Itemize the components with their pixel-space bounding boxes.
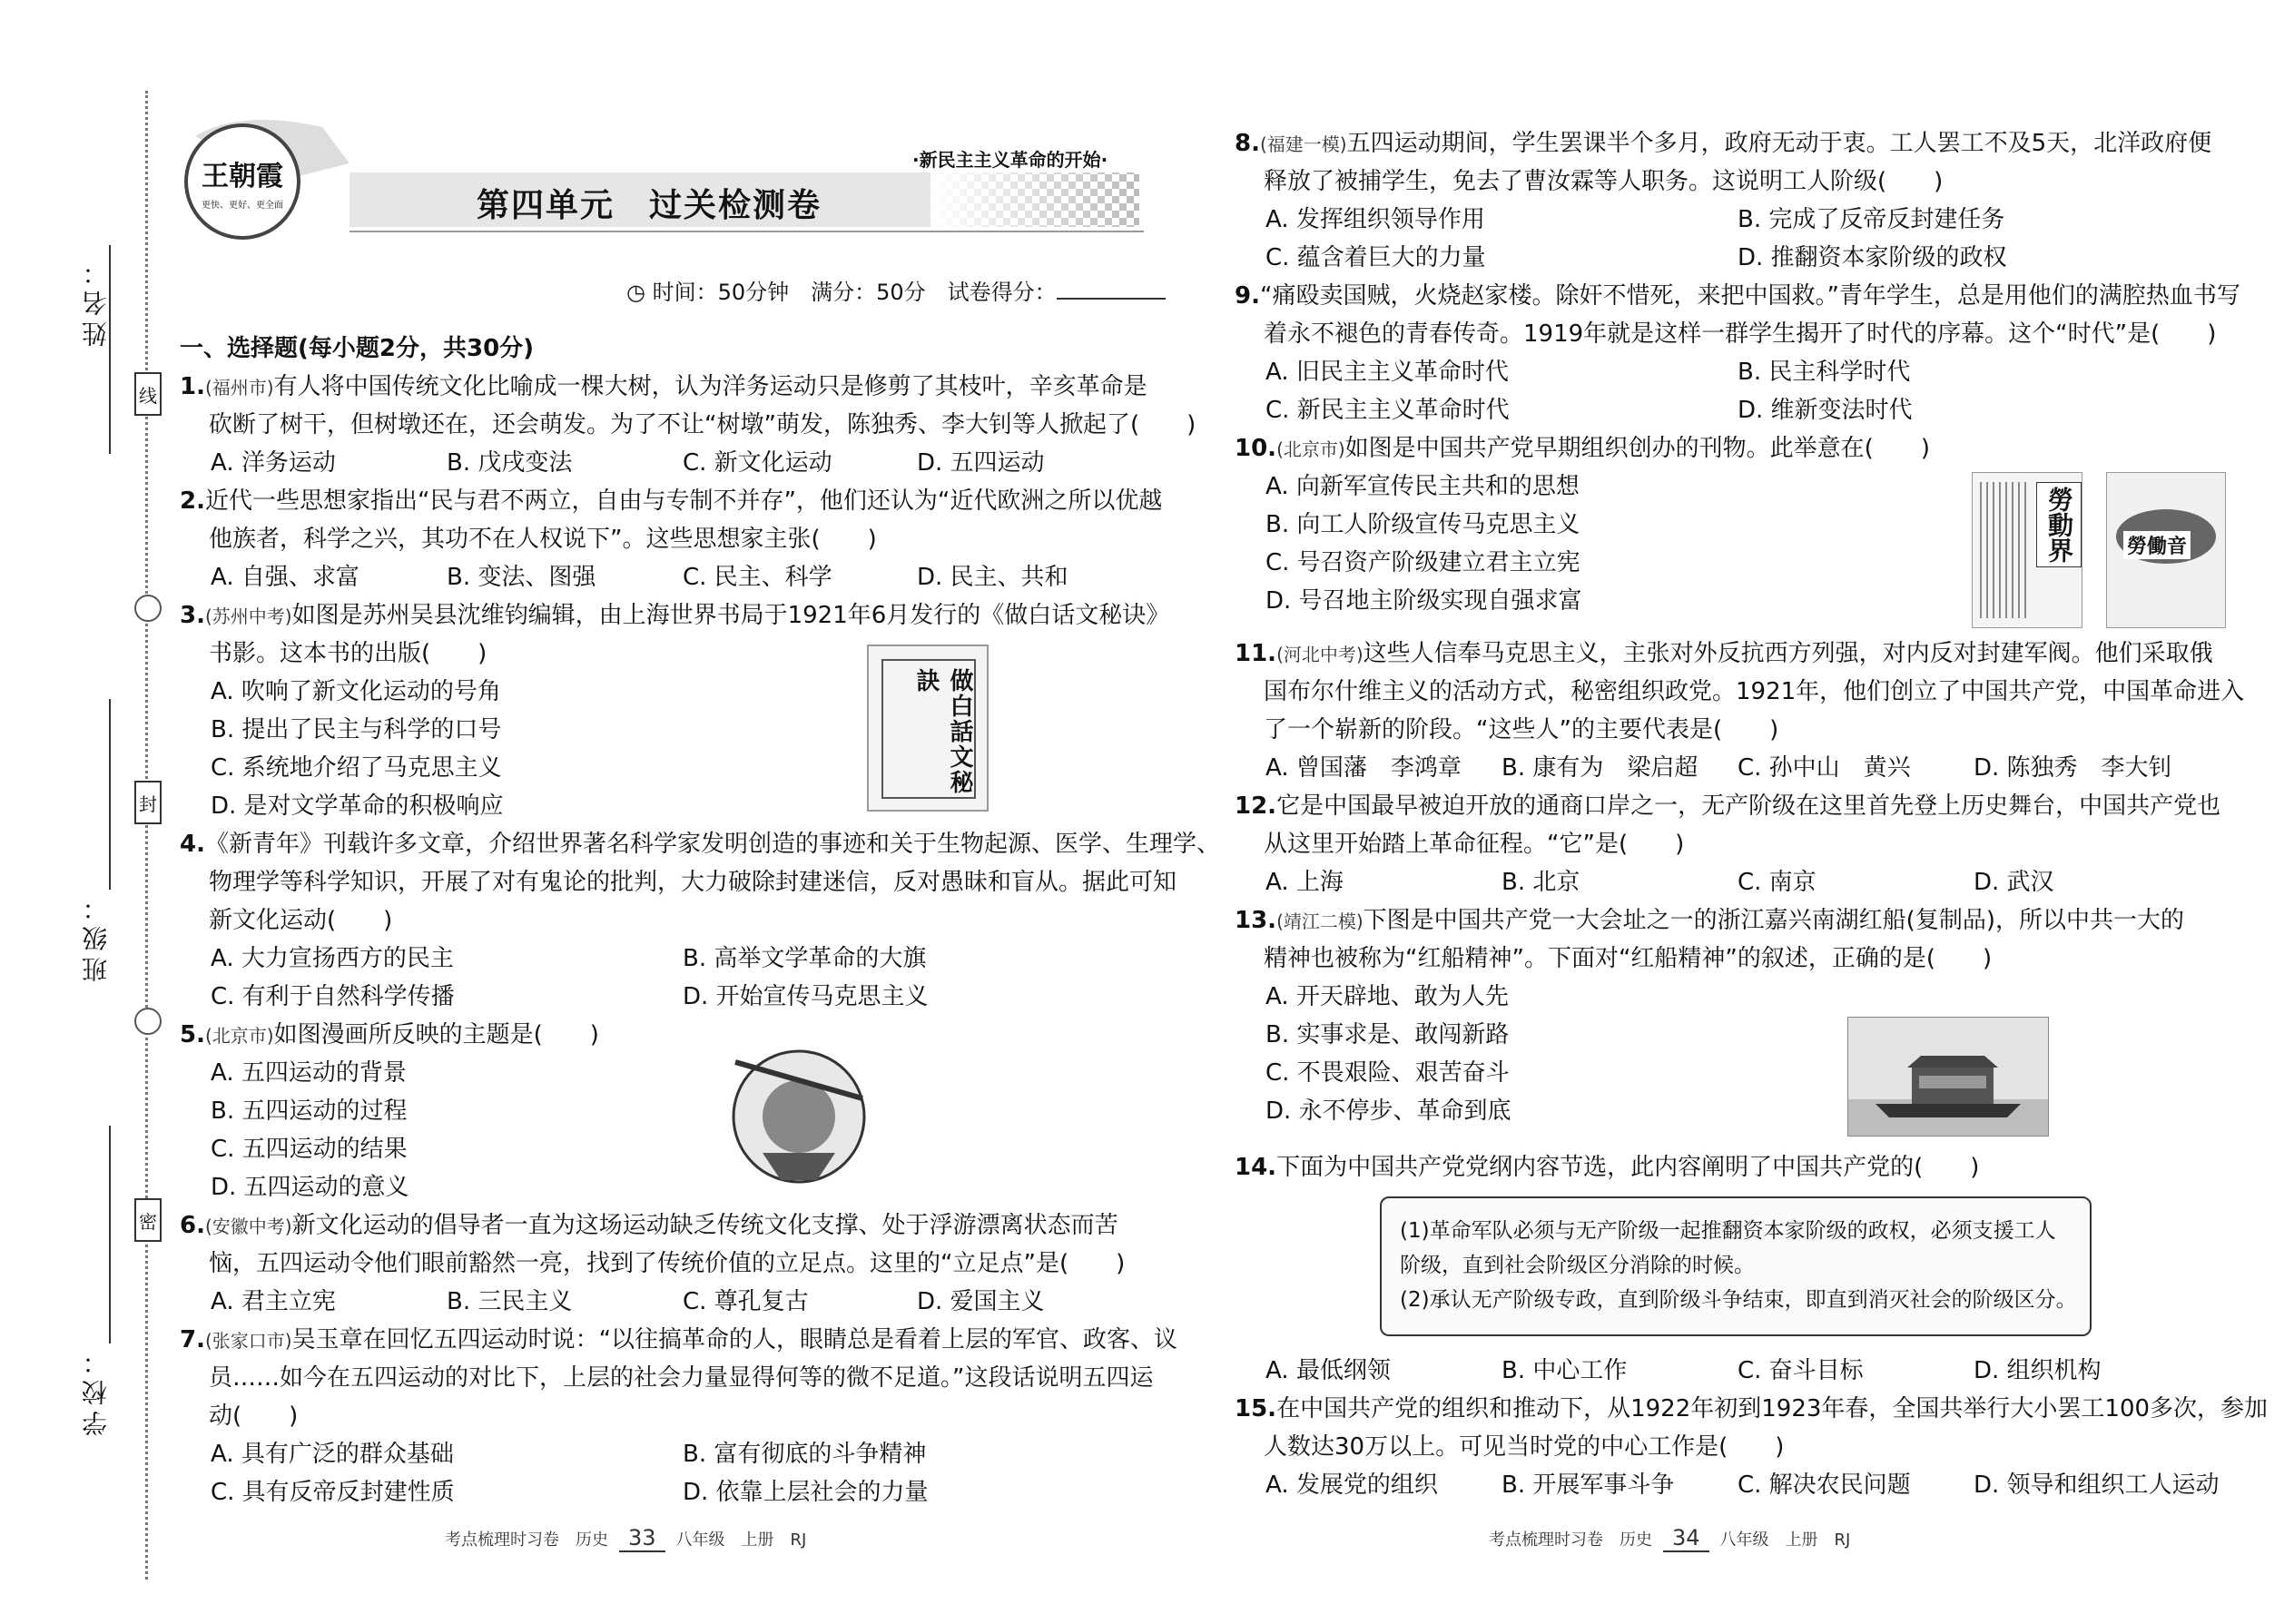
book-cover-image <box>867 645 989 812</box>
right-page <box>1171 0 2294 1624</box>
q7-option-d[interactable]: D. 依靠上层社会的力量 <box>683 1479 929 1506</box>
q7-option-b[interactable]: B. 富有彻底的斗争精神 <box>683 1441 927 1468</box>
book-cover-title: 做白話文秘訣 <box>912 668 973 795</box>
q14-option-b[interactable]: B. 中心工作 <box>1501 1357 1628 1384</box>
question-7-cont: 员……如今在五四运动的对比下，上层的社会力量显得何等的微不足道。”这段话说明五四运 <box>209 1364 1154 1392</box>
q11-option-c[interactable]: C. 孙中山 黄兴 <box>1738 754 1911 782</box>
page-title: 第四单元 过关检测卷 <box>477 186 822 224</box>
q8-option-a[interactable]: A. 发挥组织领导作用 <box>1265 206 1485 233</box>
section-title: 一、选择题(每小题2分，共30分) <box>180 335 535 362</box>
q5-option-a[interactable]: A. 五四运动的背景 <box>211 1059 407 1087</box>
question-11-cont2: 了一个崭新的阶段。“这些人”的主要代表是( ) <box>1264 716 1779 743</box>
q11-option-d[interactable]: D. 陈独秀 李大钊 <box>1974 754 2172 782</box>
question-15: 15.在中国共产党的组织和推动下，从1922年初到1923年春，全国共举行大小罢工100多次，参加 <box>1235 1395 2269 1422</box>
question-9: 9.“痛殴卖国贼，火烧赵家楼。除奸不惜死，来把中国救。”青年学生，总是用他们的满腔热血书写 <box>1235 282 2240 310</box>
seal-char-seal: 封 <box>134 781 162 824</box>
excerpt-line-1: (1)革命军队必须与无产阶级一起推翻资本家阶级的政权，必须支援工人 <box>1400 1219 2056 1243</box>
q11-option-a[interactable]: A. 曾国藩 李鸿章 <box>1265 754 1462 782</box>
q13-option-b[interactable]: B. 实事求是、敢闯新路 <box>1265 1021 1510 1048</box>
journal-title-1: 勞動界 <box>2036 482 2082 567</box>
q9-option-b[interactable]: B. 民主科学时代 <box>1738 359 1911 386</box>
unit-subtitle: ·新民主主义革命的开始· <box>912 149 1108 171</box>
q3-option-b[interactable]: B. 提出了民主与科学的口号 <box>211 716 502 743</box>
question-6: 6.(安徽中考)新文化运动的倡导者一直为这场运动缺乏传统文化支撑、处于浮游漂离状态而苦 <box>180 1212 1118 1239</box>
q10-option-a[interactable]: A. 向新军宣传民主共和的思想 <box>1265 473 1580 500</box>
question-14: 14.下面为中国共产党党纲内容节选，此内容阐明了中国共产党的( ) <box>1235 1154 1980 1181</box>
title-banner <box>168 109 1162 245</box>
footer-right-page <box>1489 1525 1850 1552</box>
question-2: 2.近代一些思想家指出“民与君不两立，自由与专制不并存”，他们还认为“近代欧洲之所以优越 <box>180 487 1163 515</box>
q1-option-d[interactable]: D. 五四运动 <box>917 449 1045 477</box>
excerpt-line-3: (2)承认无产阶级专政，直到阶级斗争结束，即直到消灭社会的阶级区分。 <box>1400 1288 2077 1312</box>
publisher-logo <box>184 123 300 240</box>
q6-option-b[interactable]: B. 三民主义 <box>447 1288 573 1315</box>
page-number: 33 <box>619 1525 665 1552</box>
footer-left-page <box>445 1525 806 1552</box>
q13-option-d[interactable]: D. 永不停步、革命到底 <box>1265 1097 1511 1125</box>
q14-option-d[interactable]: D. 组织机构 <box>1974 1357 2102 1384</box>
journal-image-2 <box>2106 472 2226 628</box>
name-label: 姓名： <box>81 254 111 347</box>
logo-text: 王朝霞 <box>202 160 283 192</box>
footer-book-title: 考点梳理时习卷 历史 <box>445 1530 608 1550</box>
q9-option-a[interactable]: A. 旧民主主义革命时代 <box>1265 359 1509 386</box>
q15-option-d[interactable]: D. 领导和组织工人运动 <box>1974 1471 2220 1499</box>
q6-option-c[interactable]: C. 尊孔复古 <box>683 1288 809 1315</box>
red-boat-image <box>1847 1017 2049 1137</box>
q1-option-a[interactable]: A. 洋务运动 <box>211 449 336 477</box>
q11-option-b[interactable]: B. 康有为 梁启超 <box>1501 754 1698 782</box>
q12-option-a[interactable]: A. 上海 <box>1265 869 1344 896</box>
q4-option-a[interactable]: A. 大力宣扬西方的民主 <box>211 945 454 972</box>
q4-option-d[interactable]: D. 开始宣传马克思主义 <box>683 983 929 1010</box>
question-7-cont2: 动( ) <box>209 1403 299 1430</box>
q5-option-d[interactable]: D. 五四运动的意义 <box>211 1174 409 1201</box>
q5-option-c[interactable]: C. 五四运动的结果 <box>211 1136 408 1163</box>
question-1: 1.(福州市)有人将中国传统文化比喻成一棵大树，认为洋务运动只是修剪了其枝叶，辛亥革命是 <box>180 373 1147 400</box>
q12-option-d[interactable]: D. 武汉 <box>1974 869 2054 896</box>
journal-image-1 <box>1972 472 2082 628</box>
journal-title-2: 勞働音 <box>2123 531 2191 559</box>
q1-option-b[interactable]: B. 戊戌变法 <box>447 449 573 477</box>
q13-option-a[interactable]: A. 开天辟地、敢为人先 <box>1265 983 1509 1010</box>
question-9-cont: 着永不褪色的青春传奇。1919年就是这样一群学生揭开了时代的序幕。这个“时代”是( ) <box>1264 320 2217 348</box>
question-11-cont: 国布尔什维主义的活动方式，秘密组织政党。1921年，他们创立了中国共产党，中国革命进入 <box>1264 678 2245 705</box>
q14-option-a[interactable]: A. 最低纲领 <box>1265 1357 1391 1384</box>
party-program-excerpt <box>1380 1196 2092 1336</box>
q15-option-b[interactable]: B. 开展军事斗争 <box>1501 1471 1675 1499</box>
question-1-cont: 砍断了树干，但树墩还在，还会萌发。为了不让“树墩”萌发，陈独秀、李大钊等人掀起了( ) <box>209 411 1196 438</box>
q10-option-b[interactable]: B. 向工人阶级宣传马克思主义 <box>1265 511 1580 538</box>
q9-option-d[interactable]: D. 维新变法时代 <box>1738 397 1913 424</box>
question-8: 8.(福建一模)五四运动期间，学生罢课半个多月，政府无动于衷。工人罢工不及5天，北洋政府便 <box>1235 130 2212 157</box>
question-6-cont: 恼，五四运动令他们眼前豁然一亮，找到了传统价值的立足点。这里的“立足点”是( ) <box>209 1250 1126 1277</box>
logo-subtext: 更快、更好、更全面 <box>202 200 283 211</box>
seal-char-dense: 密 <box>134 1198 162 1242</box>
q15-option-c[interactable]: C. 解决农民问题 <box>1738 1471 1911 1499</box>
question-13: 13.(靖江二模)下图是中国共产党一大会址之一的浙江嘉兴南湖红船(复制品)，所以中共一大的 <box>1235 907 2184 934</box>
question-12: 12.它是中国最早被迫开放的通商口岸之一，无产阶级在这里首先登上历史舞台，中国共产党也 <box>1235 792 2221 820</box>
page-number: 34 <box>1663 1525 1709 1552</box>
q8-option-b[interactable]: B. 完成了反帝反封建任务 <box>1738 206 2005 233</box>
question-4: 4.《新青年》刊载许多文章，介绍世界著名科学家发明创造的事迹和关于生物起源、医学、生理学、 <box>180 831 1220 858</box>
question-11: 11.(河北中考)这些人信奉马克思主义，主张对外反抗西方列强，对内反对封建军阀。他们采取俄 <box>1235 640 2213 667</box>
cartoon-image <box>726 1035 871 1189</box>
q1-option-c[interactable]: C. 新文化运动 <box>683 449 832 477</box>
footer-book-title: 考点梳理时习卷 历史 <box>1489 1530 1652 1550</box>
q2-option-b[interactable]: B. 变法、图强 <box>447 564 596 591</box>
q3-option-c[interactable]: C. 系统地介绍了马克思主义 <box>211 754 502 782</box>
q9-option-c[interactable]: C. 新民主主义革命时代 <box>1265 397 1510 424</box>
question-3-cont: 书影。这本书的出版( ) <box>209 640 487 667</box>
class-label: 班级： <box>81 890 111 982</box>
question-3: 3.(苏州中考)如图是苏州吴县沈维钧编辑，由上海世界书局于1921年6月发行的《做白话文秘诀》 <box>180 602 1170 629</box>
exam-info-text: 时间：50分钟 满分：50分 试卷得分： <box>652 280 1057 305</box>
q4-option-c[interactable]: C. 有利于自然科学传播 <box>211 983 455 1010</box>
question-10: 10.(北京市)如图是中国共产党早期组织创办的刊物。此举意在( ) <box>1235 435 1930 462</box>
footer-grade: 八年级 上册 RJ <box>675 1530 807 1550</box>
question-12-cont: 从这里开始踏上革命征程。“它”是( ) <box>1264 831 1685 858</box>
question-4-cont2: 新文化运动( ) <box>209 907 393 934</box>
clock-icon: ◷ <box>626 280 653 305</box>
q8-option-d[interactable]: D. 推翻资本家阶级的政权 <box>1738 244 2007 271</box>
question-2-cont: 他族者，科学之兴，其功不在人权说下”。这些思想家主张( ) <box>209 526 877 553</box>
school-label: 学校： <box>81 1343 111 1436</box>
q10-option-d[interactable]: D. 号召地主阶级实现自强求富 <box>1265 587 1582 615</box>
excerpt-line-2: 阶级，直到社会阶级区分消除的时候。 <box>1400 1254 1755 1277</box>
q6-option-d[interactable]: D. 爱国主义 <box>917 1288 1045 1315</box>
question-5: 5.(北京市)如图漫画所反映的主题是( ) <box>180 1021 599 1048</box>
q8-option-c[interactable]: C. 蕴含着巨大的力量 <box>1265 244 1486 271</box>
q7-option-a[interactable]: A. 具有广泛的群众基础 <box>211 1441 454 1468</box>
q12-option-b[interactable]: B. 北京 <box>1501 869 1580 896</box>
q12-option-c[interactable]: C. 南京 <box>1738 869 1816 896</box>
question-4-cont: 物理学等科学知识，开展了对有鬼论的批判，大力破除封建迷信，反对愚昧和盲从。据此可知 <box>209 869 1177 896</box>
question-15-cont: 人数达30万以上。可见当时党的中心工作是( ) <box>1264 1433 1785 1461</box>
q2-option-a[interactable]: A. 自强、求富 <box>211 564 359 591</box>
q14-option-c[interactable]: C. 奋斗目标 <box>1738 1357 1864 1384</box>
q15-option-a[interactable]: A. 发展党的组织 <box>1265 1471 1438 1499</box>
exam-info <box>626 274 1166 306</box>
seal-char-line: 线 <box>134 372 162 416</box>
q10-option-c[interactable]: C. 号召资产阶级建立君主立宪 <box>1265 549 1580 576</box>
footer-grade: 八年级 上册 RJ <box>1719 1530 1851 1550</box>
q2-option-c[interactable]: C. 民主、科学 <box>683 564 832 591</box>
question-7: 7.(张家口市)吴玉章在回忆五四运动时说：“以往搞革命的人，眼睛总是看着上层的军官、政客、议 <box>180 1326 1178 1353</box>
q5-option-b[interactable]: B. 五四运动的过程 <box>211 1097 408 1125</box>
q4-option-b[interactable]: B. 高举文学革命的大旗 <box>683 945 927 972</box>
score-field[interactable] <box>1057 298 1166 300</box>
question-13-cont: 精神也被称为“红船精神”。下面对“红船精神”的叙述，正确的是( ) <box>1264 945 1993 972</box>
question-8-cont: 释放了被捕学生，免去了曹汝霖等人职务。这说明工人阶级( ) <box>1264 168 1944 195</box>
q13-option-c[interactable]: C. 不畏艰险、艰苦奋斗 <box>1265 1059 1510 1087</box>
q7-option-c[interactable]: C. 具有反帝反封建性质 <box>211 1479 455 1506</box>
q3-option-a[interactable]: A. 吹响了新文化运动的号角 <box>211 678 501 705</box>
q3-option-d[interactable]: D. 是对文学革命的积极响应 <box>211 792 504 820</box>
q2-option-d[interactable]: D. 民主、共和 <box>917 564 1068 591</box>
q6-option-a[interactable]: A. 君主立宪 <box>211 1288 336 1315</box>
